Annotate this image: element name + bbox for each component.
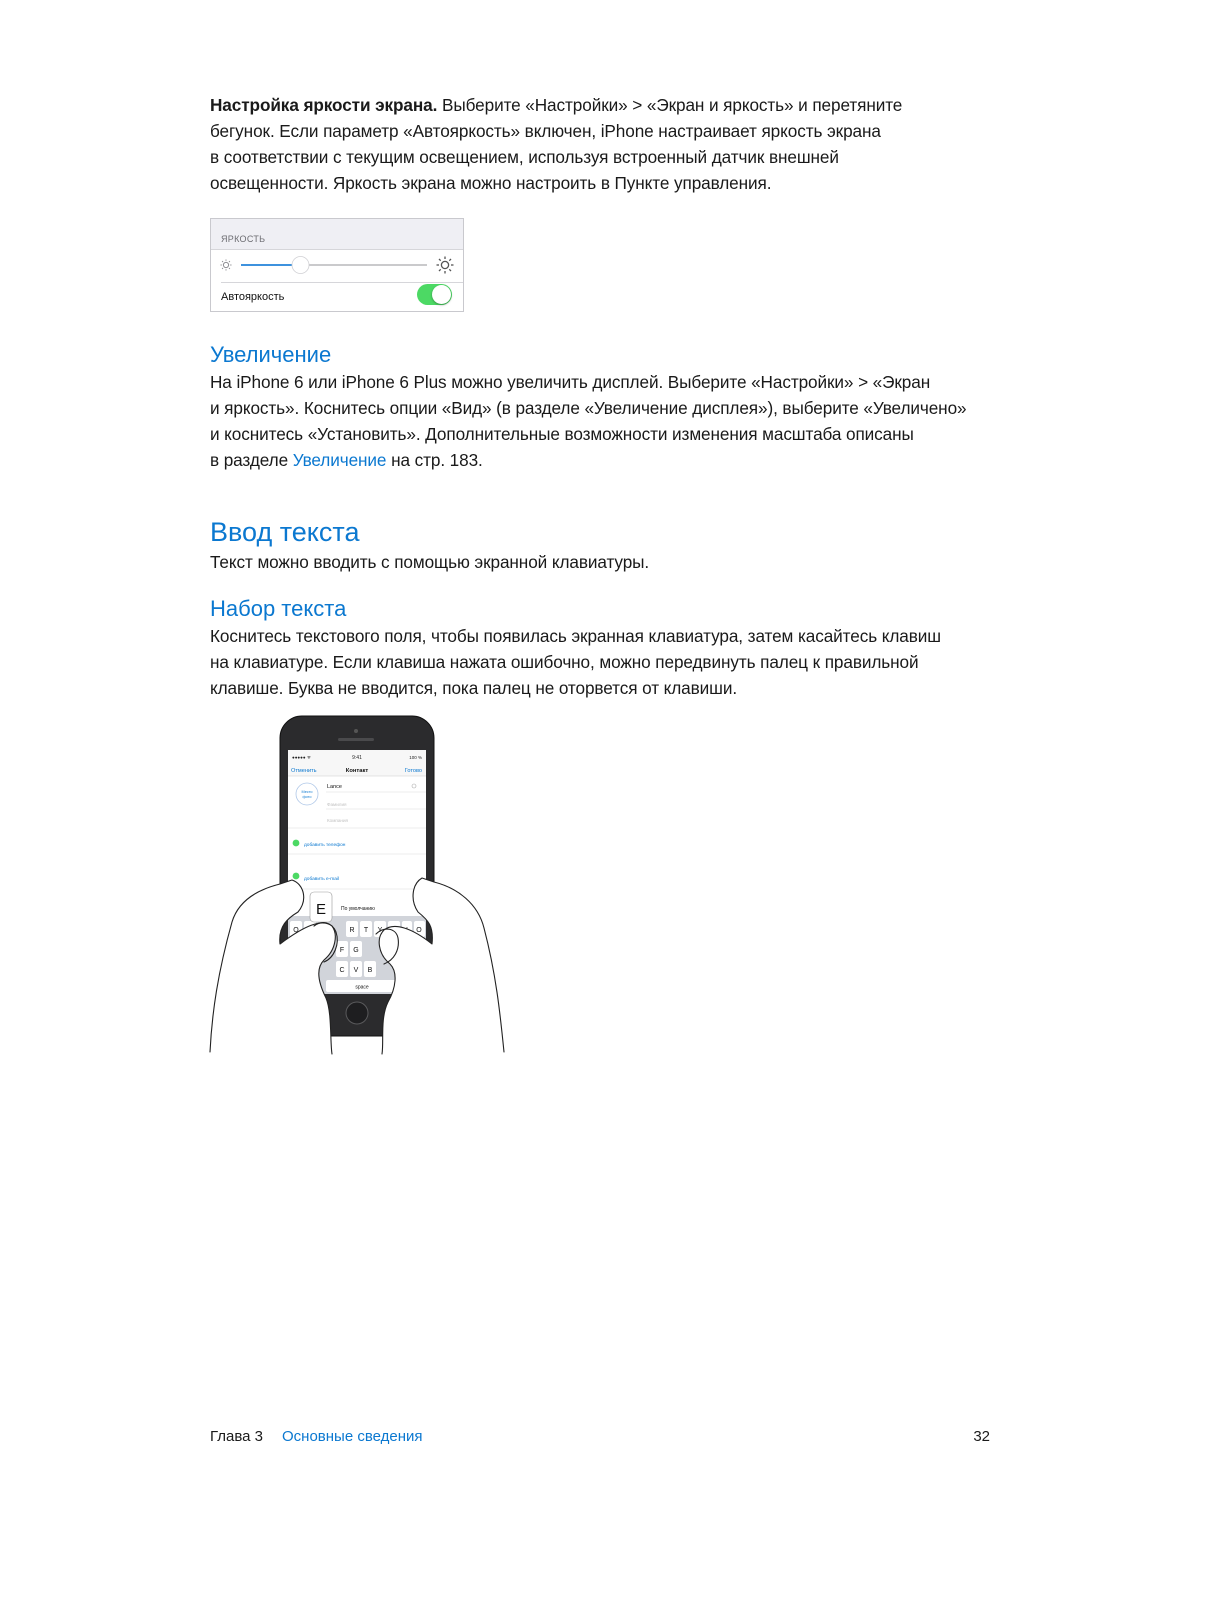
sun-small-icon [221,260,232,271]
svg-text:V: V [353,967,359,974]
svg-text:фото: фото [302,795,312,799]
svg-text:добавить телефон: добавить телефон [304,843,346,848]
svg-text:B: B [367,967,373,974]
svg-text:E: E [315,901,327,918]
brightness-heading: Настройка яркости экрана. [210,95,438,115]
cancel-button: Отменить [291,768,317,774]
text-input-heading: Ввод текста [210,517,360,547]
svg-text:space: space [355,984,369,991]
typing-heading: Набор текста [210,596,347,621]
page-number: 32 [973,1428,990,1445]
svg-text:Компания: Компания [327,818,349,823]
home-button [346,1002,368,1024]
zoom-heading: Увеличение [210,342,332,367]
svg-text:Lance: Lance [327,784,342,790]
auto-brightness-label: Автояркость [221,291,285,303]
svg-text:По умолчанию: По умолчанию [341,906,375,912]
svg-text:9:41: 9:41 [352,755,362,761]
svg-text:Место: Место [301,790,313,794]
done-button: Готово [404,768,422,774]
auto-brightness-toggle[interactable] [417,284,452,305]
svg-text:Фамилия: Фамилия [327,802,347,807]
svg-text:R: R [349,927,355,934]
svg-text:F: F [339,947,345,954]
svg-text:100 %: 100 % [409,755,422,760]
svg-text:T: T [363,927,369,934]
photo-placeholder [296,783,318,805]
svg-text:O: O [416,927,422,934]
typing-section: Набор текста Коснитесь текстового поля, чтобы появилась экранная клавиатура, затем касайтесь клавиш на клавиатуре. Если клавиша нажата ошибочно, можно передвинуть палец к правильной клавише. Буква не вводится, пока палец не оторвется от клавиши. [210,595,1010,701]
sun-large-icon [437,257,454,274]
svg-text:C: C [339,967,345,974]
svg-text:G: G [353,947,359,954]
brightness-header: ЯРКОСТЬ [221,234,266,244]
brightness-settings-panel [210,218,464,312]
svg-text:добавить e-mail: добавить e-mail [304,877,340,882]
text-input-section: Ввод текста Текст можно вводить с помощью экранной клавиатуры. [210,515,1010,575]
svg-text:●●●●● ᯤ: ●●●●● ᯤ [292,755,311,760]
brightness-paragraph: Настройка яркости экрана. Выберите «Настройки» > «Экран и яркость» и перетяните бегунок. Если параметр «Автояркость» включен, iPhone настраивает яркость экрана в соответствии с текущим освещением, используя встроенный датчик внешней освещенности. Яркость экрана можно настроить в Пункте управления. [210,95,903,193]
brightness-slider[interactable] [211,250,463,282]
zoom-section: Увеличение На iPhone 6 или iPhone 6 Plus можно увеличить дисплей. Выберите «Настройки» > «Экран и яркость». Коснитесь опции «Вид» (в разделе «Увеличение дисплея»), выберите «Увеличено» и коснитесь «Установить». Дополнительные возможности изменения масштаба описаны в разделе Увеличение на стр. 183. [210,341,1010,473]
svg-text:Контакт: Контакт [345,768,369,774]
chapter-title-link[interactable]: Основные сведения [282,1428,423,1445]
zoom-link[interactable]: Увеличение [292,450,387,470]
phone-typing-illustration [208,712,508,1057]
chapter-label: Глава 3 [210,1428,264,1445]
svg-text:Q: Q [293,927,299,934]
slider-knob[interactable] [292,257,309,274]
svg-text:Y: Y [377,927,383,934]
